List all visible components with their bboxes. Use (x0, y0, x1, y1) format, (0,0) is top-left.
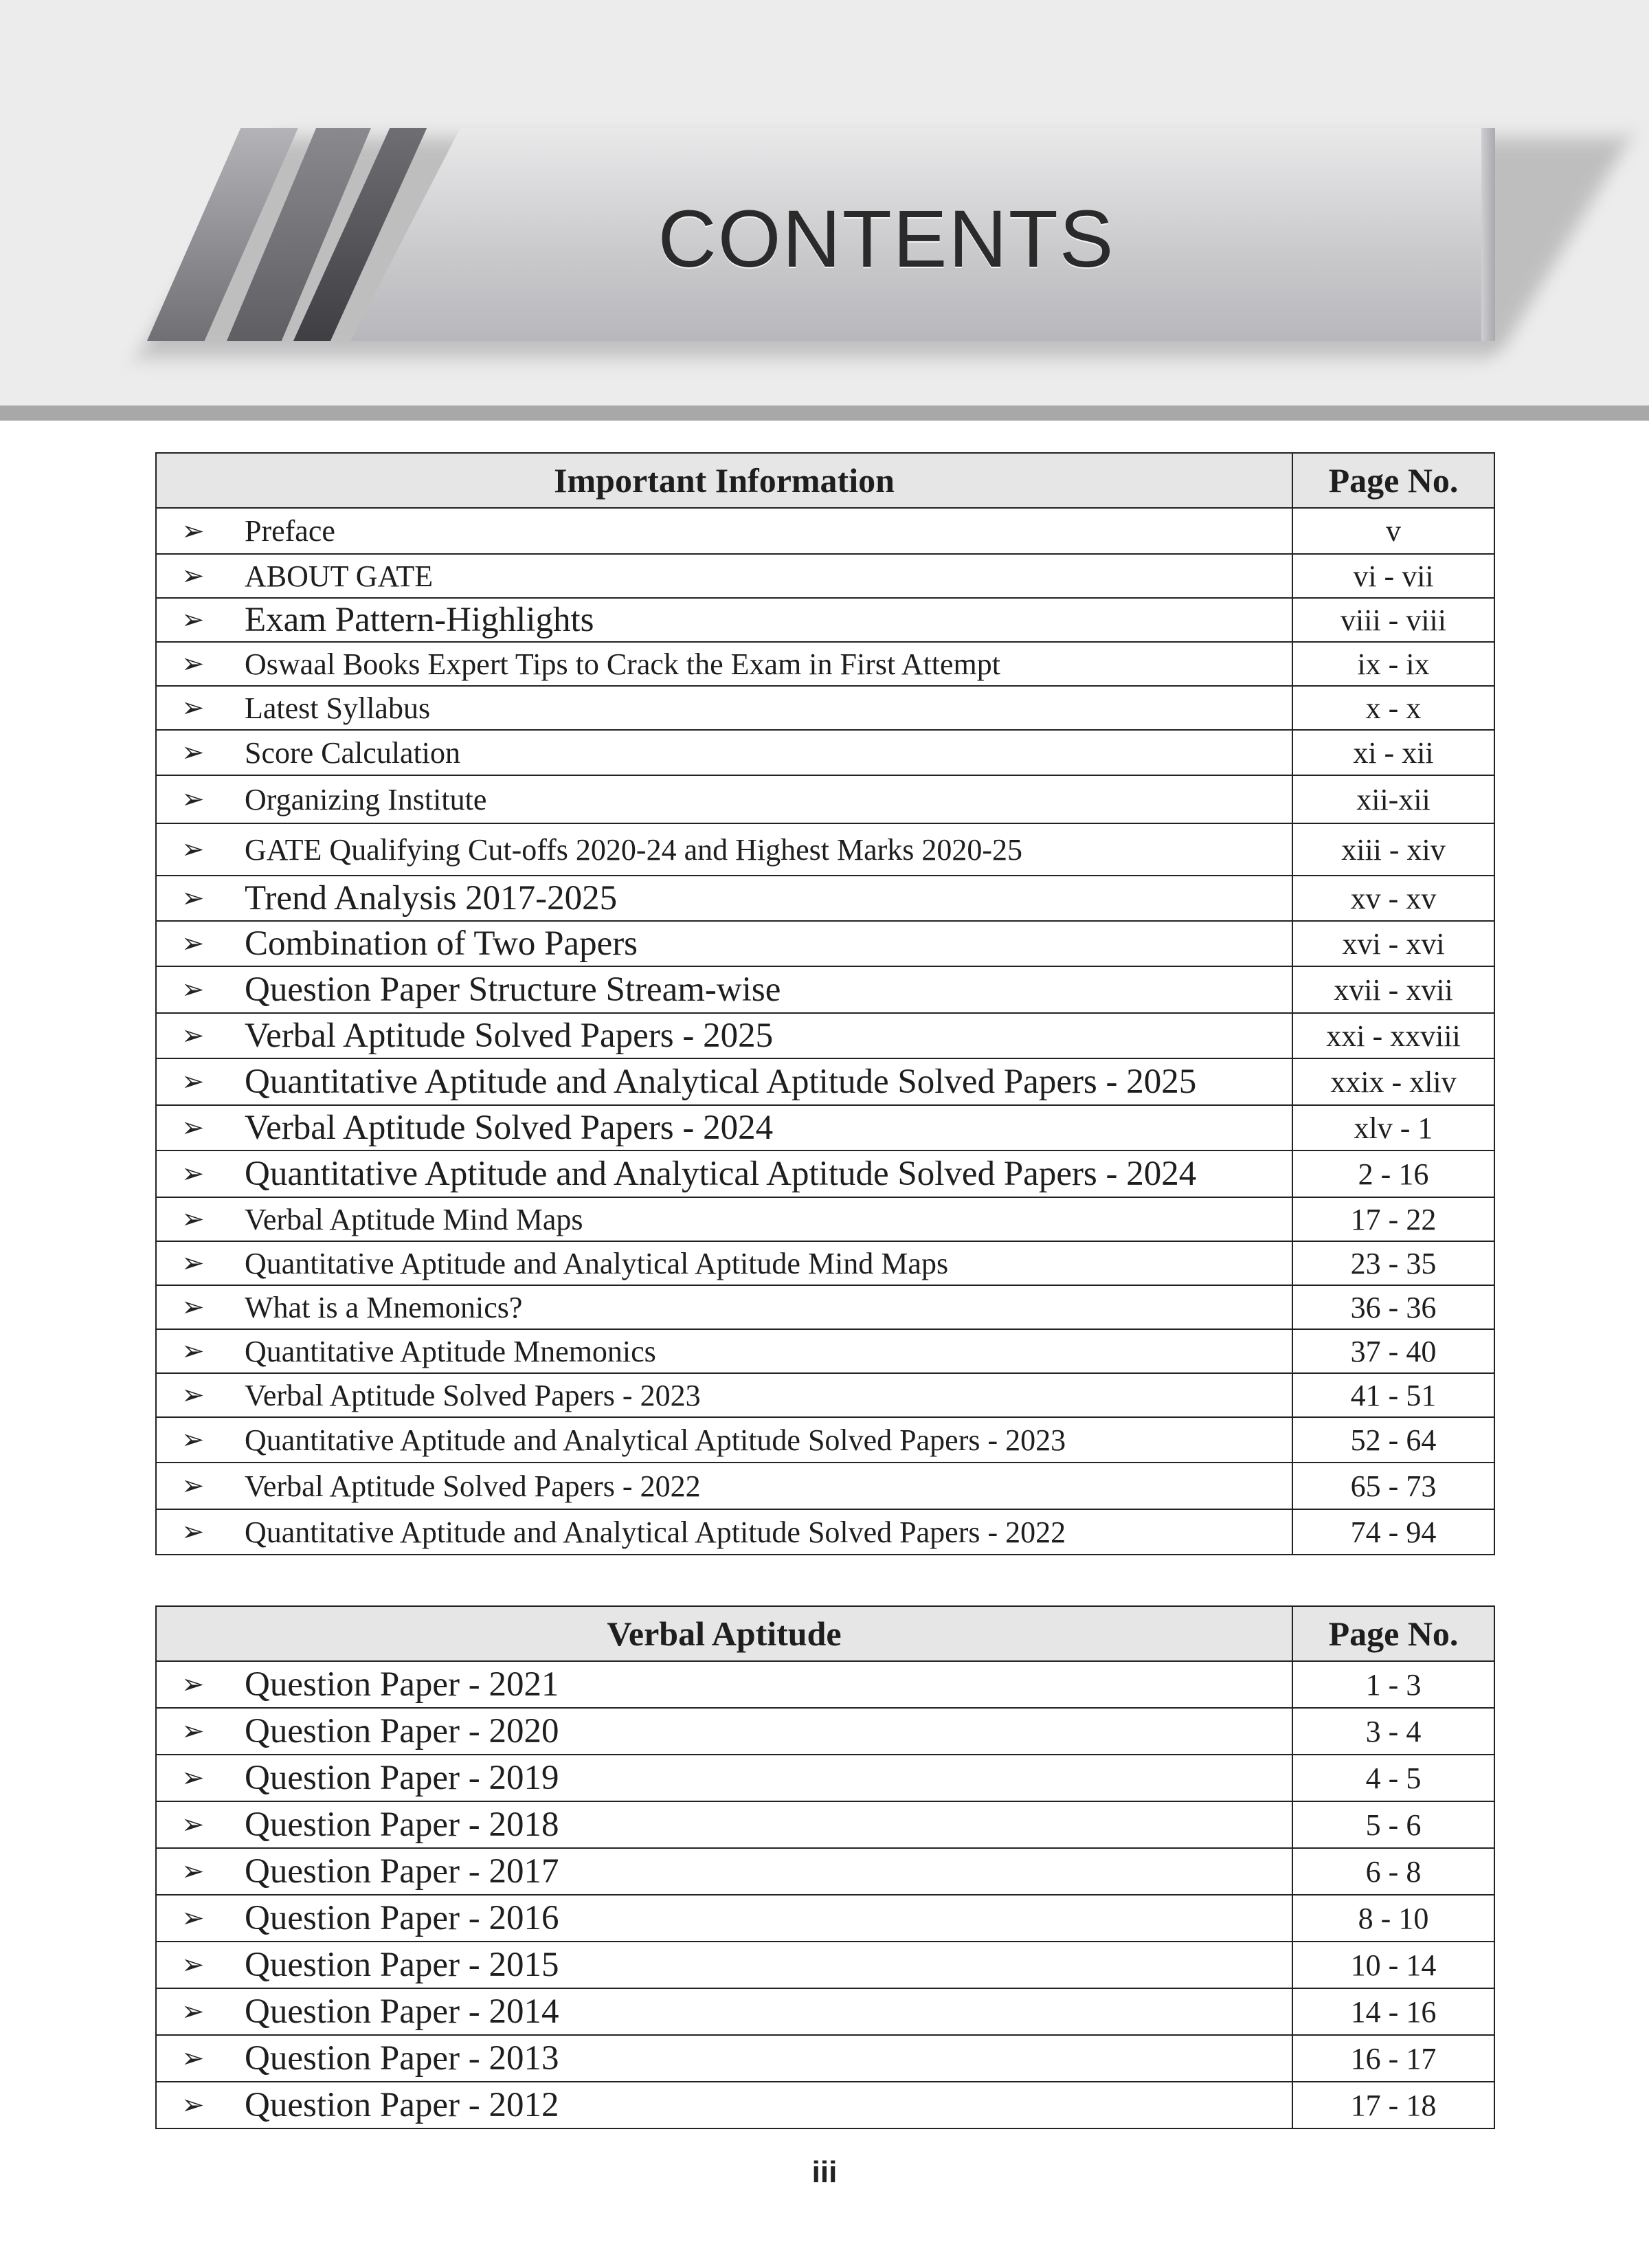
toc-entry-cell (156, 1848, 1292, 1895)
toc-entry-cell (156, 1197, 1292, 1241)
toc-page-range: 8 - 10 (1292, 1895, 1494, 1942)
toc-entry-title: Verbal Aptitude Solved Papers - 2024 (245, 1109, 774, 1147)
toc-row (156, 1895, 1494, 1942)
arrowhead-bullet-icon: ➢ (181, 1335, 205, 1367)
toc-row (156, 598, 1494, 642)
toc-entry-title: Question Paper - 2015 (245, 1946, 559, 1984)
toc-row (156, 508, 1494, 554)
toc-entry-cell (156, 823, 1292, 876)
arrowhead-bullet-icon: ➢ (181, 1291, 205, 1323)
toc-page-range: 37 - 40 (1292, 1329, 1494, 1373)
toc-entry-title: Question Paper - 2021 (245, 1665, 559, 1704)
toc-entry-cell (156, 1150, 1292, 1197)
toc-entry-cell (156, 1463, 1292, 1509)
toc-page-range: xii-xii (1292, 775, 1494, 823)
toc-row (156, 1417, 1494, 1463)
arrowhead-bullet-icon: ➢ (181, 834, 205, 865)
section-heading: Important Information (156, 453, 1292, 508)
toc-page-range: 36 - 36 (1292, 1285, 1494, 1329)
toc-entry-title: Question Paper - 2014 (245, 1992, 559, 2031)
toc-page-range: 74 - 94 (1292, 1509, 1494, 1555)
banner-edge (1481, 128, 1495, 341)
arrowhead-bullet-icon: ➢ (181, 1020, 205, 1052)
verbal-aptitude-table (155, 1605, 1495, 2129)
arrowhead-bullet-icon: ➢ (181, 1112, 205, 1144)
toc-entry-title: Quantitative Aptitude and Analytical Aptitude Solved Papers - 2025 (245, 1063, 1197, 1101)
table-header-row (156, 453, 1494, 508)
toc-page-range: 4 - 5 (1292, 1755, 1494, 1801)
toc-row (156, 1848, 1494, 1895)
toc-entry-title: Verbal Aptitude Solved Papers - 2025 (245, 1016, 774, 1055)
toc-row (156, 730, 1494, 775)
toc-entry-title: Latest Syllabus (245, 691, 431, 725)
toc-entry-title: Organizing Institute (245, 782, 487, 816)
toc-entry-cell (156, 1105, 1292, 1150)
toc-entry-title: ABOUT GATE (245, 559, 434, 593)
toc-entry-cell (156, 1285, 1292, 1329)
toc-page-range: xi - xii (1292, 730, 1494, 775)
toc-entry-title: Verbal Aptitude Solved Papers - 2023 (245, 1378, 701, 1412)
toc-page-range: 65 - 73 (1292, 1463, 1494, 1509)
toc-row (156, 1942, 1494, 1988)
toc-entry-title: Preface (245, 514, 335, 548)
toc-entry-title: Quantitative Aptitude and Analytical Aptitude Solved Papers - 2023 (245, 1423, 1066, 1457)
toc-entry-title: Question Paper - 2017 (245, 1852, 559, 1891)
toc-entry-title: Quantitative Aptitude and Analytical Aptitude Mind Maps (245, 1246, 949, 1280)
toc-row (156, 1463, 1494, 1509)
toc-entry-title: GATE Qualifying Cut-offs 2020-24 and Highest Marks 2020-25 (245, 832, 1023, 867)
toc-page-range: 1 - 3 (1292, 1661, 1494, 1708)
toc-entry-title: Score Calculation (245, 735, 461, 770)
toc-entry-cell (156, 598, 1292, 642)
arrowhead-bullet-icon: ➢ (181, 1996, 205, 2027)
toc-entry-cell (156, 1755, 1292, 1801)
toc-entry-cell (156, 1895, 1292, 1942)
toc-entry-cell (156, 1058, 1292, 1105)
arrowhead-bullet-icon: ➢ (181, 1856, 205, 1887)
toc-page-range: xlv - 1 (1292, 1105, 1494, 1150)
toc-entry-title: Question Paper - 2013 (245, 2039, 559, 2078)
toc-entry-cell (156, 1942, 1292, 1988)
toc-row (156, 1708, 1494, 1755)
toc-entry-title: Combination of Two Papers (245, 924, 638, 963)
arrowhead-bullet-icon: ➢ (181, 1715, 205, 1747)
toc-row (156, 1661, 1494, 1708)
arrowhead-bullet-icon: ➢ (181, 1949, 205, 1981)
arrowhead-bullet-icon: ➢ (181, 1470, 205, 1502)
toc-entry-cell (156, 1801, 1292, 1848)
toc-row (156, 1105, 1494, 1150)
toc-row (156, 823, 1494, 876)
toc-row (156, 1197, 1494, 1241)
toc-entry-cell (156, 1373, 1292, 1417)
toc-entry-cell (156, 1708, 1292, 1755)
toc-entry-cell (156, 508, 1292, 554)
toc-entry-title: Quantitative Aptitude Mnemonics (245, 1334, 656, 1368)
toc-entry-cell (156, 966, 1292, 1013)
toc-row (156, 2035, 1494, 2082)
arrowhead-bullet-icon: ➢ (181, 1809, 205, 1841)
table-header-row (156, 1606, 1494, 1661)
arrowhead-bullet-icon: ➢ (181, 1762, 205, 1794)
toc-row (156, 2082, 1494, 2128)
arrowhead-bullet-icon: ➢ (181, 882, 205, 914)
toc-page-range: 23 - 35 (1292, 1241, 1494, 1285)
toc-page-range: 5 - 6 (1292, 1801, 1494, 1848)
toc-entry-cell (156, 642, 1292, 686)
toc-entry-cell (156, 1661, 1292, 1708)
toc-page-range: 10 - 14 (1292, 1942, 1494, 1988)
toc-row (156, 1013, 1494, 1058)
toc-page-range: xvi - xvi (1292, 921, 1494, 966)
toc-entry-title: Question Paper - 2020 (245, 1712, 559, 1750)
page-no-heading: Page No. (1292, 1606, 1494, 1661)
toc-page-range: 16 - 17 (1292, 2035, 1494, 2082)
toc-page-range: 17 - 18 (1292, 2082, 1494, 2128)
toc-page-range: x - x (1292, 686, 1494, 730)
page-no-heading: Page No. (1292, 453, 1494, 508)
arrowhead-bullet-icon: ➢ (181, 2043, 205, 2074)
toc-entry-title: Question Paper - 2016 (245, 1899, 559, 1937)
arrowhead-bullet-icon: ➢ (181, 783, 205, 815)
arrowhead-bullet-icon: ➢ (181, 1247, 205, 1279)
toc-row (156, 1058, 1494, 1105)
toc-entry-title: What is a Mnemonics? (245, 1290, 523, 1324)
arrowhead-bullet-icon: ➢ (181, 2089, 205, 2121)
toc-entry-title: Verbal Aptitude Mind Maps (245, 1202, 583, 1236)
arrowhead-bullet-icon: ➢ (181, 737, 205, 768)
toc-page-range: 41 - 51 (1292, 1373, 1494, 1417)
toc-entry-title: Oswaal Books Expert Tips to Crack the Exam in First Attempt (245, 647, 1000, 681)
toc-page-range: ix - ix (1292, 642, 1494, 686)
toc-row (156, 1329, 1494, 1373)
arrowhead-bullet-icon: ➢ (181, 1379, 205, 1411)
toc-entry-title: Question Paper - 2012 (245, 2086, 559, 2124)
toc-page-range: xvii - xvii (1292, 966, 1494, 1013)
toc-page-range: xxi - xxviii (1292, 1013, 1494, 1058)
arrowhead-bullet-icon: ➢ (181, 1669, 205, 1700)
arrowhead-bullet-icon: ➢ (181, 1158, 205, 1190)
toc-page-range: xiii - xiv (1292, 823, 1494, 876)
toc-entry-cell (156, 2035, 1292, 2082)
arrowhead-bullet-icon: ➢ (181, 928, 205, 959)
toc-row (156, 1755, 1494, 1801)
header-divider (0, 405, 1649, 421)
toc-entry-cell (156, 1417, 1292, 1463)
toc-row (156, 876, 1494, 921)
toc-page-range: v (1292, 508, 1494, 554)
toc-entry-cell (156, 1509, 1292, 1555)
toc-entry-cell (156, 554, 1292, 598)
toc-page-range: 52 - 64 (1292, 1417, 1494, 1463)
toc-row (156, 554, 1494, 598)
toc-row (156, 1373, 1494, 1417)
toc-row (156, 921, 1494, 966)
page-title: CONTENTS (658, 194, 1115, 285)
arrowhead-bullet-icon: ➢ (181, 604, 205, 636)
toc-page-range: viii - viii (1292, 598, 1494, 642)
toc-page-range: 17 - 22 (1292, 1197, 1494, 1241)
arrowhead-bullet-icon: ➢ (181, 1424, 205, 1456)
arrowhead-bullet-icon: ➢ (181, 1203, 205, 1235)
arrowhead-bullet-icon: ➢ (181, 648, 205, 680)
toc-page-range: 3 - 4 (1292, 1708, 1494, 1755)
toc-row (156, 1988, 1494, 2035)
important-information-table (155, 452, 1495, 1555)
arrowhead-bullet-icon: ➢ (181, 1902, 205, 1934)
arrowhead-bullet-icon: ➢ (181, 515, 205, 547)
toc-row (156, 1801, 1494, 1848)
toc-page-range: 2 - 16 (1292, 1150, 1494, 1197)
toc-row (156, 966, 1494, 1013)
toc-entry-title: Verbal Aptitude Solved Papers - 2022 (245, 1469, 701, 1503)
arrowhead-bullet-icon: ➢ (181, 974, 205, 1005)
toc-entry-cell (156, 1241, 1292, 1285)
toc-page-range: 14 - 16 (1292, 1988, 1494, 2035)
toc-entry-title: Question Paper Structure Stream-wise (245, 970, 781, 1009)
toc-entry-cell (156, 775, 1292, 823)
section-heading: Verbal Aptitude (156, 1606, 1292, 1661)
toc-entry-title: Trend Analysis 2017-2025 (245, 879, 618, 918)
toc-entry-cell (156, 2082, 1292, 2128)
toc-entry-cell (156, 730, 1292, 775)
toc-page-range: xv - xv (1292, 876, 1494, 921)
toc-entry-title: Quantitative Aptitude and Analytical Aptitude Solved Papers - 2024 (245, 1155, 1197, 1193)
toc-row (156, 1241, 1494, 1285)
toc-entry-cell (156, 921, 1292, 966)
toc-row (156, 686, 1494, 730)
toc-entry-cell (156, 1329, 1292, 1373)
arrowhead-bullet-icon: ➢ (181, 1066, 205, 1098)
toc-entry-cell (156, 1013, 1292, 1058)
toc-entry-cell (156, 876, 1292, 921)
page-number: iii (811, 2155, 838, 2189)
toc-entry-title: Question Paper - 2018 (245, 1805, 559, 1844)
toc-entry-title: Exam Pattern-Highlights (245, 601, 594, 639)
arrowhead-bullet-icon: ➢ (181, 692, 205, 724)
toc-row (156, 1150, 1494, 1197)
toc-entry-cell (156, 686, 1292, 730)
toc-entry-title: Question Paper - 2019 (245, 1759, 559, 1797)
toc-page-range: vi - vii (1292, 554, 1494, 598)
toc-row (156, 1285, 1494, 1329)
toc-page-range: xxix - xliv (1292, 1058, 1494, 1105)
arrowhead-bullet-icon: ➢ (181, 1516, 205, 1548)
toc-entry-title: Quantitative Aptitude and Analytical Aptitude Solved Papers - 2022 (245, 1515, 1066, 1549)
toc-row (156, 642, 1494, 686)
arrowhead-bullet-icon: ➢ (181, 560, 205, 592)
toc-entry-cell (156, 1988, 1292, 2035)
toc-row (156, 775, 1494, 823)
toc-row (156, 1509, 1494, 1555)
toc-page-range: 6 - 8 (1292, 1848, 1494, 1895)
